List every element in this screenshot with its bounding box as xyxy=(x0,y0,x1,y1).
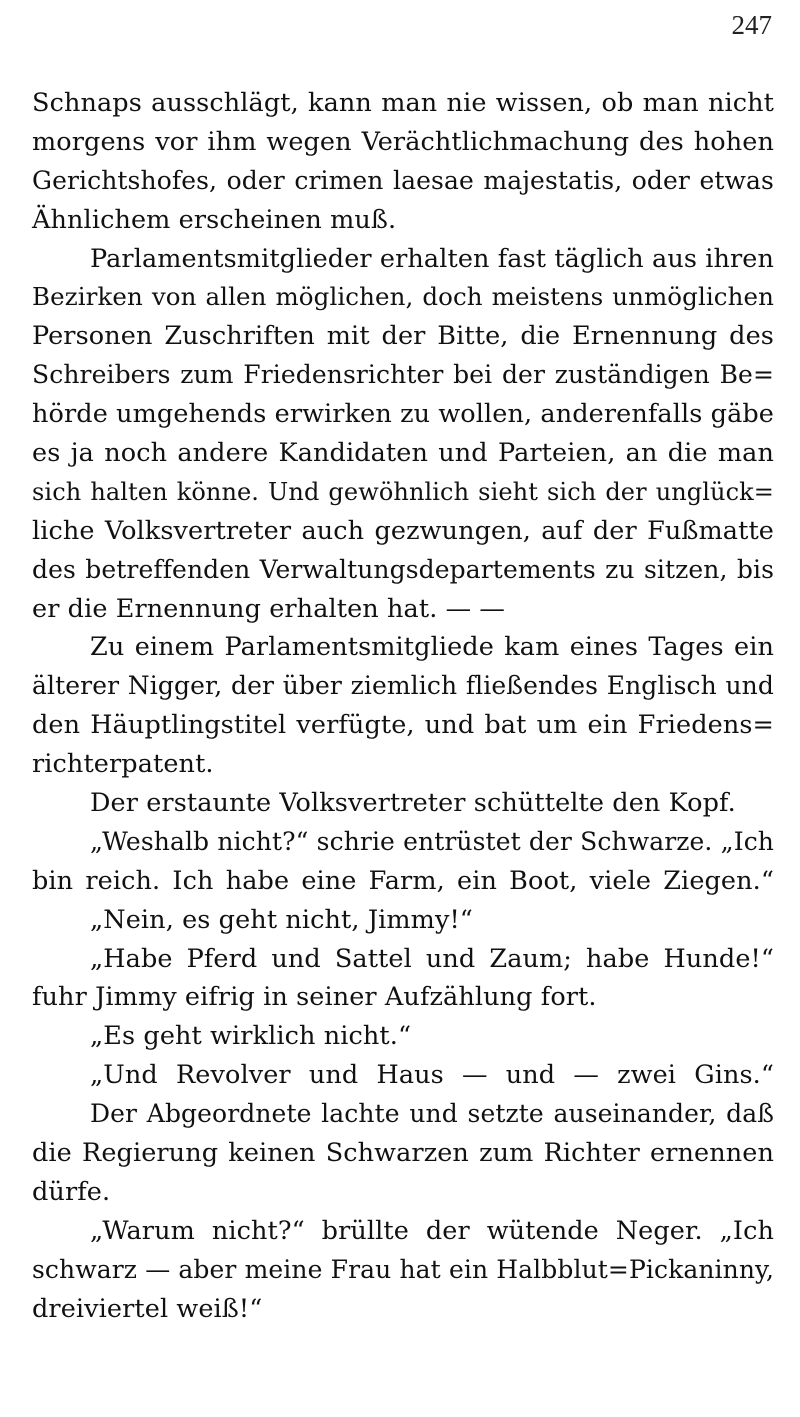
text-line: Zu einem Parlamentsmitgliede kam eines Tages ein xyxy=(90,632,774,663)
text-line: Gerichtshofes, oder crimen laesae majestatis, oder etwas xyxy=(32,165,774,195)
text-line: Der Abgeordnete lachte und setzte auseinander, daß xyxy=(90,1099,774,1129)
text-line: liche Volksvertreter auch gezwungen, auf der Fußmatte xyxy=(32,515,774,546)
text-line: hörde umgehends erwirken zu wollen, anderenfalls gäbe xyxy=(32,399,774,430)
text-line: Schreibers zum Friedensrichter bei der zuständigen Be= xyxy=(32,360,774,390)
text-line: den Häuptlingstitel verfügte, und bat um ein Friedens= xyxy=(32,710,774,741)
text-line: Personen Zuschriften mit der Bitte, die Ernennung des xyxy=(32,321,774,352)
text-line: Bezirken von allen möglichen, doch meistens unmöglichen xyxy=(32,282,774,312)
text-line: bin reich. Ich habe eine Farm, ein Boot, viele Ziegen.“ xyxy=(32,865,774,896)
text-line: des betreffenden Verwaltungsdepartements zu sitzen, bis xyxy=(32,554,774,584)
text-line: fuhr Jimmy eifrig in seiner Aufzählung fort. xyxy=(32,982,597,1013)
text-line: richterpatent. xyxy=(32,749,214,780)
text-line: „Weshalb nicht?“ schrie entrüstet der Schwarze. „Ich xyxy=(90,826,774,856)
text-line: „Es geht wirklich nicht.“ xyxy=(90,1021,412,1052)
body-text xyxy=(32,84,774,1329)
text-line: schwarz — aber meine Frau hat ein Halbblut=Pickaninny, xyxy=(32,1254,774,1284)
text-line: die Regierung keinen Schwarzen zum Richter ernennen xyxy=(32,1138,774,1169)
text-line: Parlamentsmitglieder erhalten fast täglich aus ihren xyxy=(90,243,775,274)
text-line: „Habe Pferd und Sattel und Zaum; habe Hunde!“ xyxy=(90,943,774,974)
text-line: Der erstaunte Volksvertreter schüttelte den Kopf. xyxy=(90,788,736,819)
text-line: „Nein, es geht nicht, Jimmy!“ xyxy=(90,904,473,935)
text-line: „Warum nicht?“ brüllte der wütende Neger. „Ich xyxy=(90,1215,774,1246)
text-line: Schnaps ausschlägt, kann man nie wissen, ob man nicht xyxy=(32,88,774,118)
text-line: morgens vor ihm wegen Verächtlichmachung des hohen xyxy=(32,126,774,157)
text-line: es ja noch andere Kandidaten und Parteien, an die man xyxy=(32,438,774,469)
text-line: dürfe. xyxy=(32,1176,111,1207)
text-line: er die Ernennung erhalten hat. — — xyxy=(32,593,506,624)
page-number: 247 xyxy=(731,10,772,40)
text-line: Ähnlichem erscheinen muß. xyxy=(32,204,397,235)
text-line: älterer Nigger, der über ziemlich fließendes Englisch und xyxy=(32,671,774,701)
text-line: sich halten könne. Und gewöhnlich sieht sich der unglück= xyxy=(32,477,774,506)
text-line: dreiviertel weiß!“ xyxy=(32,1293,263,1324)
text-line: „Und Revolver und Haus — und — zwei Gins.“ xyxy=(90,1060,774,1091)
